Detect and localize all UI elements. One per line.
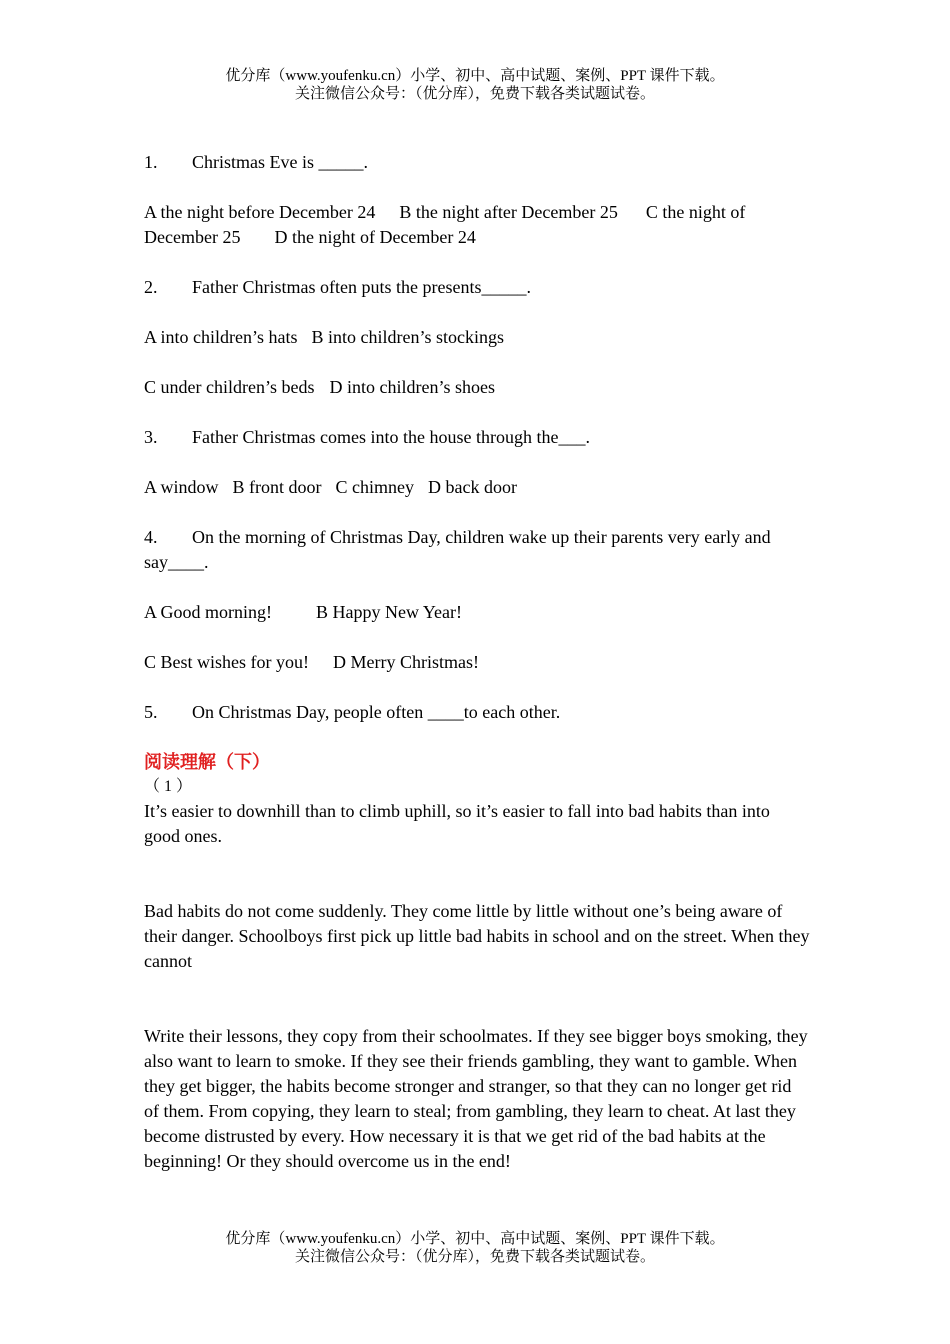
option-a: A into children’s hats [144, 327, 298, 347]
page-header [0, 67, 950, 103]
header-line-2: 关注微信公众号：（优分库），免费下载各类试题试卷。 [294, 86, 655, 102]
document-body [144, 150, 810, 1174]
question-text: Father Christmas often puts the presents_____. [192, 277, 531, 297]
option-a: A the night before December 24 [144, 202, 376, 222]
reading-paragraph-1: It’s easier to downhill than to climb uphill, so it’s easier to fall into bad habits than into good ones. [144, 801, 770, 846]
question-4-options-cd [144, 650, 810, 675]
option-d: D back door [428, 477, 517, 497]
option-c-continued: December 25 [144, 227, 241, 247]
footer-line-2: 关注微信公众号：（优分库），免费下载各类试题试卷。 [294, 1249, 655, 1265]
option-c: C Best wishes for you! [144, 652, 309, 672]
question-text: Father Christmas comes into the house through the___. [192, 427, 590, 447]
question-5 [144, 700, 810, 725]
section-subtitle: （ 1 ） [144, 778, 193, 795]
question-number: 4. [144, 527, 158, 547]
question-text: On the morning of Christmas Day, children wake up their parents very early and say____. [144, 527, 771, 572]
question-2 [144, 275, 810, 300]
option-b: B the night after December 25 [399, 202, 618, 222]
footer-line-1: 优分库（www.youfenku.cn）小学、初中、高中试题、案例、PPT 课件下载。 [225, 1231, 725, 1247]
reading-paragraph-3: Write their lessons, they copy from their schoolmates. If they see bigger boys smoking, they also want to learn to smoke. If they see their friends gambling, they want to gamble. When they get bigger, the habits become stronger and stranger, so that they can no longer get rid of them. From copying, they learn to steal; from gambling, they learn to cheat. At last they become distrusted by every. How necessary it is that we get rid of the bad habits at the beginning! Or they should overcome us in the end! [144, 1026, 808, 1171]
question-3 [144, 425, 810, 450]
spacer [144, 849, 810, 899]
question-3-options [144, 475, 810, 500]
question-4 [144, 525, 810, 575]
option-b: B into children’s stockings [311, 327, 504, 347]
section-title: 阅读理解（下） [144, 752, 270, 773]
option-c: C under children’s beds [144, 377, 315, 397]
option-c: C the night of [645, 202, 746, 222]
question-4-options-ab [144, 600, 810, 625]
question-number: 5. [144, 702, 158, 722]
question-number: 3. [144, 427, 158, 447]
option-a: A Good morning! [144, 602, 272, 622]
option-b: B Happy New Year! [316, 602, 462, 622]
question-text: On Christmas Day, people often ____to each other. [192, 702, 561, 722]
question-number: 1. [144, 152, 158, 172]
question-2-options-ab [144, 325, 810, 350]
option-d: D the night of December 24 [274, 227, 476, 247]
header-line-1: 优分库（www.youfenku.cn）小学、初中、高中试题、案例、PPT 课件下载。 [225, 68, 725, 84]
spacer [144, 974, 810, 1024]
option-d: D into children’s shoes [329, 377, 495, 397]
option-a: A window [144, 477, 219, 497]
question-text: Christmas Eve is _____. [192, 152, 368, 172]
question-1-options [144, 200, 810, 250]
option-d: D Merry Christmas! [333, 652, 479, 672]
option-b: B front door [232, 477, 322, 497]
page-footer [0, 1230, 950, 1266]
question-1 [144, 150, 810, 175]
question-number: 2. [144, 277, 158, 297]
option-c: C chimney [335, 477, 415, 497]
reading-paragraph-2: Bad habits do not come suddenly. They come little by little without one’s being aware of their danger. Schoolboys first pick up little bad habits in school and on the street. When they cannot [144, 901, 810, 971]
question-2-options-cd [144, 375, 810, 400]
